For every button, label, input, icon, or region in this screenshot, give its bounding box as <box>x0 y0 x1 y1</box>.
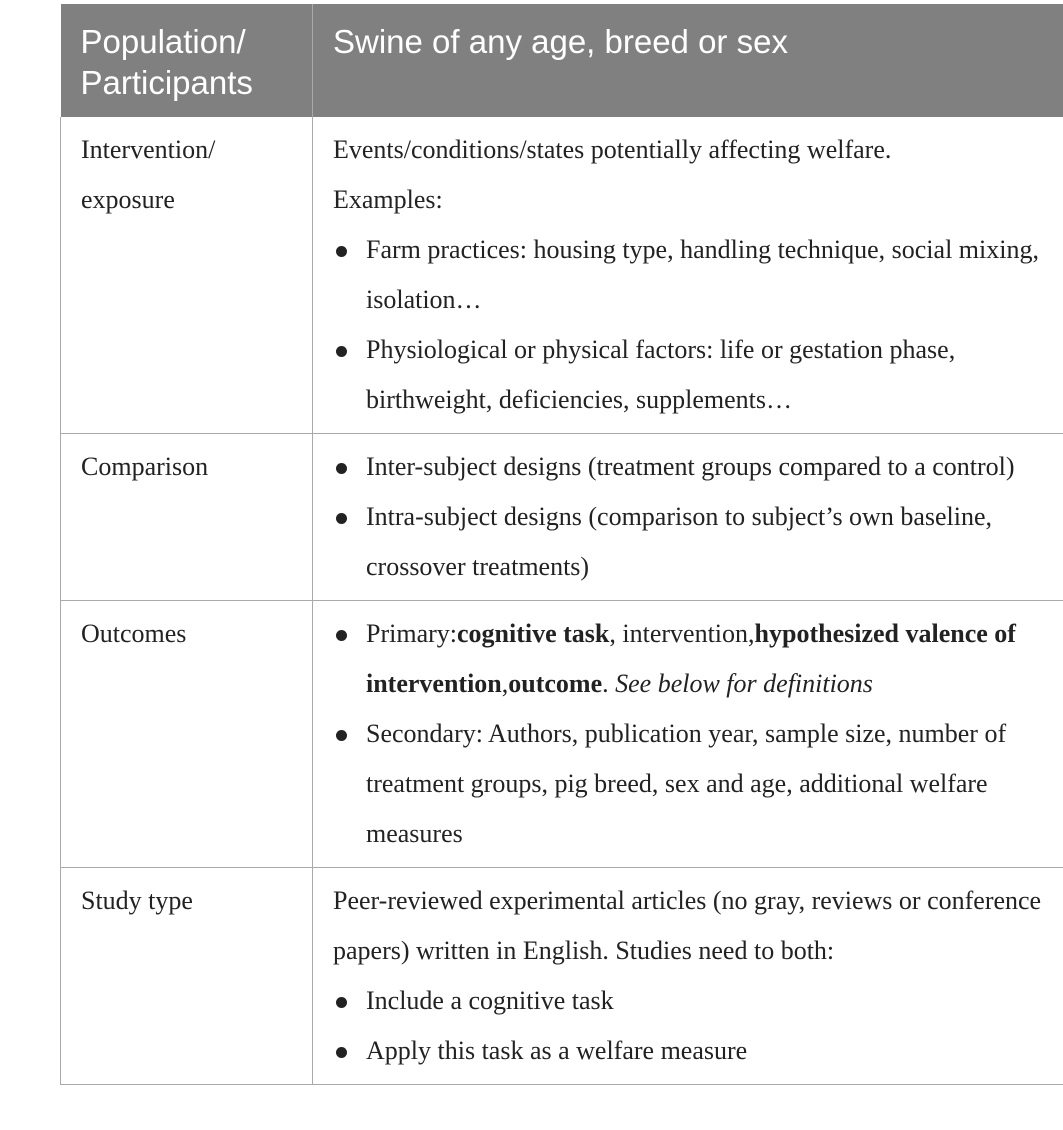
primary-separator: , <box>501 669 509 698</box>
bullet-icon <box>336 1047 347 1058</box>
bullet-text: Inter-subject designs (treatment groups compared to a control) <box>366 452 1015 481</box>
list-item <box>333 492 1044 592</box>
bullet-text: Farm practices: housing type, handling technique, social mixing, isolation… <box>366 235 1039 314</box>
table-header <box>61 4 1063 117</box>
table-body <box>61 117 1063 1085</box>
intervention-intro: Events/conditions/states potentially affecting welfare. <box>333 135 892 164</box>
list-item <box>333 976 1044 1026</box>
bullet-text: Physiological or physical factors: life or gestation phase, birthweight, deficiencies, supplements… <box>366 335 956 414</box>
list-item-primary <box>333 609 1044 709</box>
list-item <box>333 1026 1044 1076</box>
row-label-study-type: Study type <box>61 868 313 1085</box>
list-item <box>333 225 1044 325</box>
row-content-outcomes <box>313 601 1063 868</box>
table-row-outcomes <box>61 601 1063 868</box>
bullet-icon <box>336 246 347 257</box>
row-content-comparison <box>313 434 1063 601</box>
primary-cognitive-task: cognitive task <box>457 619 610 648</box>
list-item-secondary <box>333 709 1044 859</box>
intervention-bullet-list <box>333 225 1044 425</box>
row-content-study-type <box>313 868 1063 1085</box>
table-row-comparison <box>61 434 1063 601</box>
bullet-text: Secondary: Authors, publication year, sample size, number of treatment groups, pig breed, sex and age, additional welfare measures <box>366 719 1007 848</box>
bullet-icon <box>336 346 347 357</box>
bullet-icon <box>336 630 347 641</box>
row-label-comparison: Comparison <box>61 434 313 601</box>
primary-separator: , intervention, <box>609 619 755 648</box>
table-row-intervention <box>61 117 1063 434</box>
comparison-bullet-list <box>333 442 1044 592</box>
primary-hypothesized-valence: hypothesized valence of intervention <box>366 619 1016 698</box>
bullet-text: Apply this task as a welfare measure <box>366 1036 748 1065</box>
header-population-value: Swine of any age, breed or sex <box>313 4 1063 117</box>
header-row <box>61 4 1063 117</box>
bullet-icon <box>336 463 347 474</box>
primary-definitions-note: See below for definitions <box>615 669 873 698</box>
table-row-study-type <box>61 868 1063 1085</box>
row-label-intervention: Intervention/ exposure <box>61 117 313 434</box>
list-item <box>333 442 1044 492</box>
primary-prefix: Primary: <box>366 619 457 648</box>
primary-outcome: outcome <box>508 669 603 698</box>
bullet-text: Include a cognitive task <box>366 986 614 1015</box>
pico-criteria-table <box>60 4 1063 1085</box>
row-content-intervention <box>313 117 1063 434</box>
row-label-outcomes: Outcomes <box>61 601 313 868</box>
list-item <box>333 325 1044 425</box>
bullet-text: Intra-subject designs (comparison to subject’s own baseline, crossover treatments) <box>366 502 993 581</box>
bullet-icon <box>336 513 347 524</box>
intervention-examples-label: Examples: <box>333 185 443 214</box>
outcomes-bullet-list <box>333 609 1044 859</box>
bullet-icon <box>336 730 347 741</box>
primary-separator: . <box>602 669 616 698</box>
study-type-intro: Peer-reviewed experimental articles (no gray, reviews or conference papers) written in English. Studies need to both: <box>333 886 1042 965</box>
study-type-bullet-list <box>333 976 1044 1076</box>
bullet-icon <box>336 997 347 1008</box>
header-population-label: Population/ Participants <box>61 4 313 117</box>
